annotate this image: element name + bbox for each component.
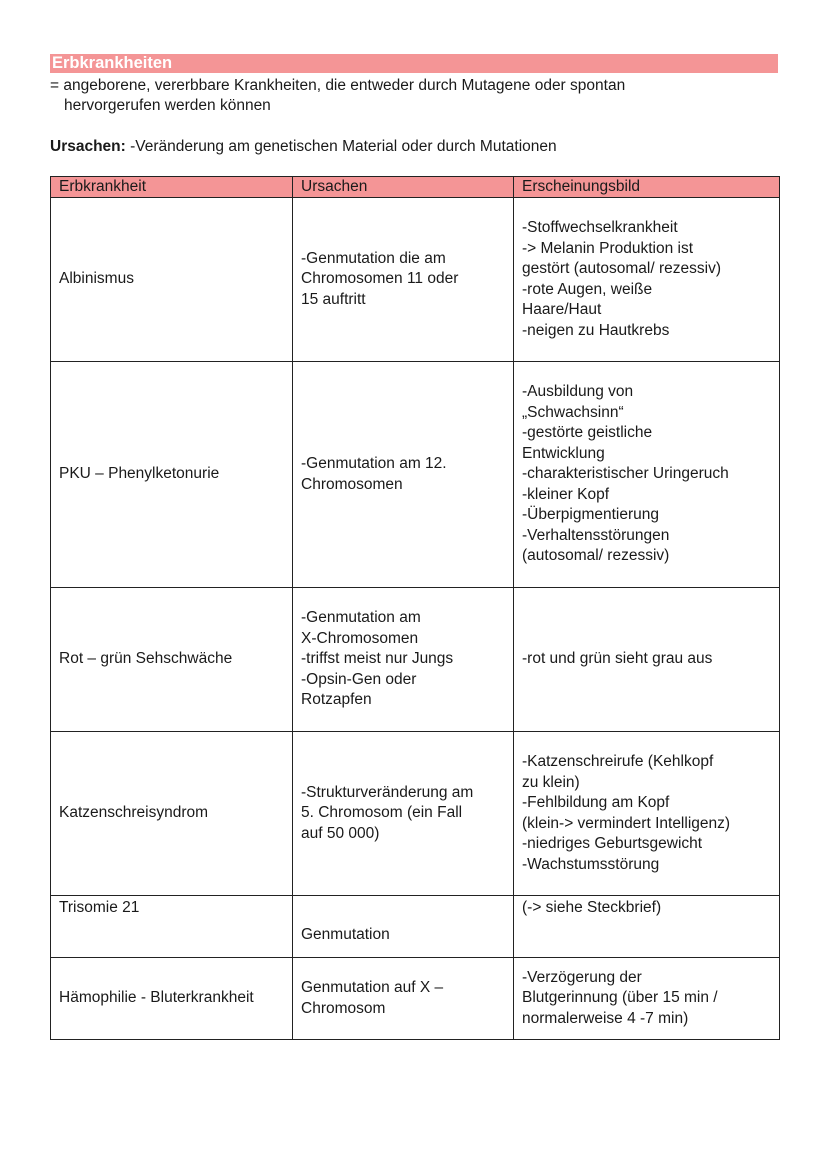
symptoms-cell: -Stoffwechselkrankheit -> Melanin Produktion ist gestört (autosomal/ rezessiv) -rote Augen, weiße Haare/Haut -neigen zu Hautkrebs [514,198,780,362]
header-disease: Erbkrankheit [51,177,293,198]
causes-label: Ursachen: [50,138,126,155]
causes-text: -Veränderung am genetischen Material oder durch Mutationen [125,138,557,155]
table-row [51,198,780,362]
cause-cell: -Strukturveränderung am 5. Chromosom (ein Fall auf 50 000) [293,732,514,896]
definition [50,76,790,116]
table-row [51,958,780,1040]
cause-cell: Genmutation [293,896,514,958]
page-title: Erbkrankheiten [50,54,778,73]
table-row [51,588,780,732]
symptoms-cell: -rot und grün sieht grau aus [514,588,780,732]
symptoms-cell: -Ausbildung von „Schwachsinn“ -gestörte geistliche Entwicklung -charakteristischer Uringeruch -kleiner Kopf -Überpigmentierung -Verhaltensstörungen (autosomal/ rezessiv) [514,362,780,588]
disease-cell: Albinismus [51,198,293,362]
symptoms-cell: (-> siehe Steckbrief) [514,896,780,958]
causes-line [50,137,557,157]
disease-cell: Katzenschreisyndrom [51,732,293,896]
definition-line-2: hervorgerufen werden können [64,97,271,114]
cause-cell: -Genmutation die am Chromosomen 11 oder 15 auftritt [293,198,514,362]
table-row [51,362,780,588]
table-row [51,732,780,896]
disease-cell: PKU – Phenylketonurie [51,362,293,588]
disease-cell: Hämophilie - Bluterkrankheit [51,958,293,1040]
disease-cell: Rot – grün Sehschwäche [51,588,293,732]
cause-cell: -Genmutation am X-Chromosomen -triffst meist nur Jungs -Opsin-Gen oder Rotzapfen [293,588,514,732]
header-symptoms: Erscheinungsbild [514,177,780,198]
cause-cell: -Genmutation am 12. Chromosomen [293,362,514,588]
symptoms-cell: -Verzögerung der Blutgerinnung (über 15 min / normalerweise 4 -7 min) [514,958,780,1040]
definition-line-1: = angeborene, vererbbare Krankheiten, die entweder durch Mutagene oder spontan [50,77,626,94]
table-header-row [51,177,780,198]
cause-cell: Genmutation auf X – Chromosom [293,958,514,1040]
disease-cell: Trisomie 21 [51,896,293,958]
table-row [51,896,780,958]
disease-table [50,176,780,1040]
symptoms-cell: -Katzenschreirufe (Kehlkopf zu klein) -Fehlbildung am Kopf (klein-> vermindert Intelligenz) -niedriges Geburtsgewicht -Wachstumsstörung [514,732,780,896]
header-causes: Ursachen [293,177,514,198]
